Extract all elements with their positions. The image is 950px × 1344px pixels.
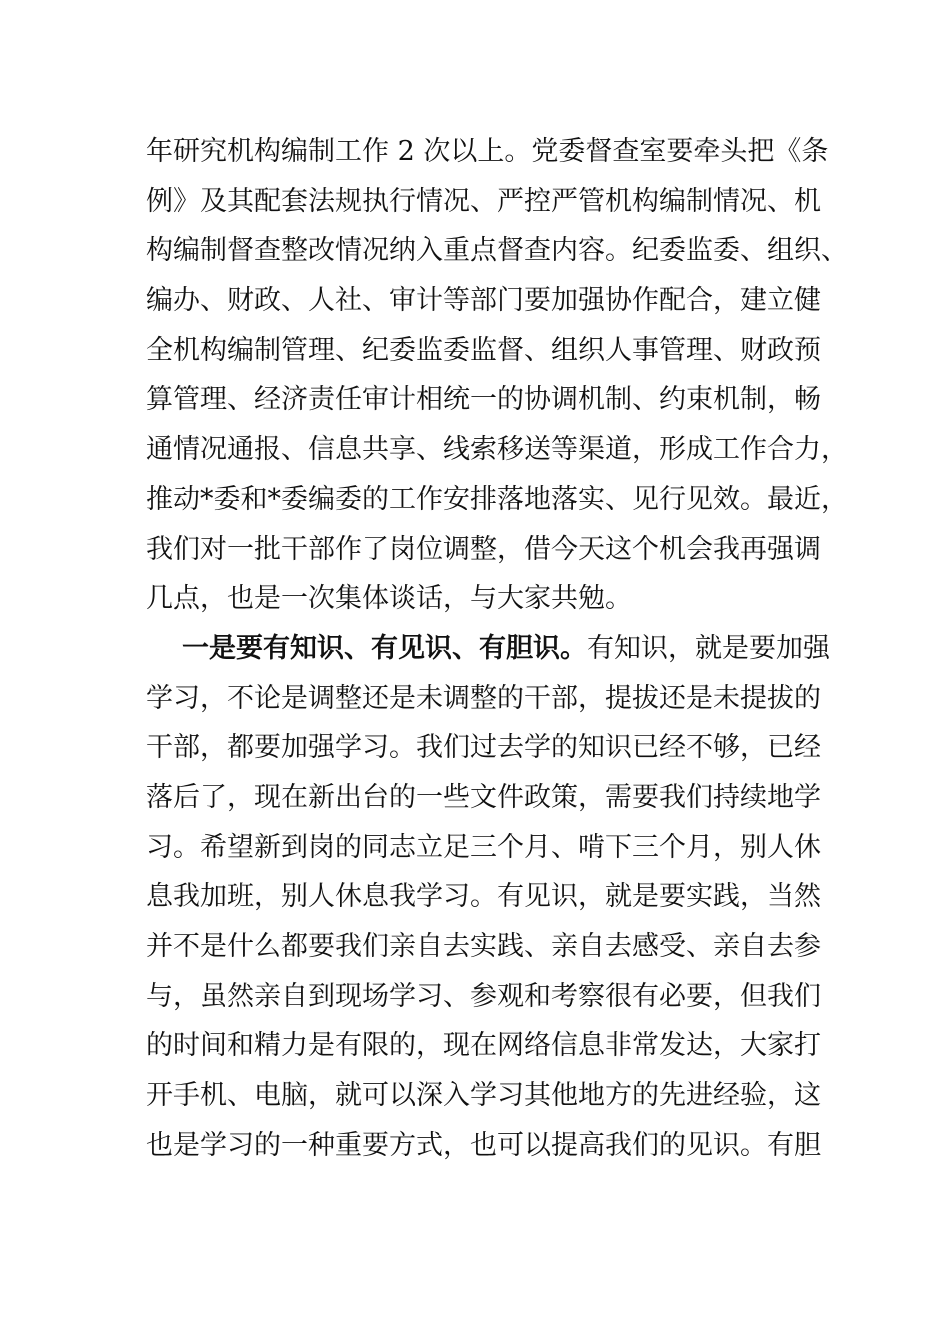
text-line: 并不是什么都要我们亲自去实践、亲自去感受、亲自去参 bbox=[146, 931, 821, 962]
text-line: 干部，都要加强学习。我们过去学的知识已经不够，已经 bbox=[146, 732, 821, 764]
text-line: 学习，不论是调整还是未调整的干部，提拔还是未提拔的 bbox=[146, 682, 821, 714]
paragraph-lead-line bbox=[146, 624, 830, 674]
text-line: 算管理、经济责任审计相统一的协调机制、约束机制，畅 bbox=[146, 384, 821, 416]
text-line: 我们对一批干部作了岗位调整，借今天这个机会我再强调 bbox=[146, 533, 821, 565]
text-line: 几点，也是一次集体谈话，与大家共勉。 bbox=[146, 583, 632, 615]
text-line: 编办、财政、人社、审计等部门要加强协作配合，建立健 bbox=[146, 285, 821, 317]
text-line: 习。希望新到岗的同志立足三个月、啃下三个月，别人休 bbox=[146, 831, 821, 863]
text-line: 推动*委和*委编委的工作安排落地落实、见行见效。最近， bbox=[146, 483, 848, 515]
text-line: 全机构编制管理、纪委监委监督、组织人事管理、财政预 bbox=[146, 334, 821, 366]
text-line: 构编制督查整改情况纳入重点督查内容。纪委监委、组织、 bbox=[146, 235, 848, 267]
text-line: 例》及其配套法规执行情况、严控严管机构编制情况、机 bbox=[146, 185, 821, 217]
text-line: 开手机、电脑，就可以深入学习其他地方的先进经验，这 bbox=[146, 1080, 821, 1112]
text-line: 的时间和精力是有限的，现在网络信息非常发达，大家打 bbox=[146, 1030, 821, 1062]
text-line: 息我加班，别人休息我学习。有见识，就是要实践，当然 bbox=[146, 881, 821, 913]
text-line: 年研究机构编制工作 2 次以上。党委督查室要牵头把《条 bbox=[146, 136, 829, 167]
text-line: 落后了，现在新出台的一些文件政策，需要我们持续地学 bbox=[146, 781, 821, 813]
text-line: 也是学习的一种重要方式，也可以提高我们的见识。有胆 bbox=[146, 1129, 821, 1161]
text-line: 与，虽然亲自到现场学习、参观和考察很有必要，但我们 bbox=[146, 980, 821, 1012]
text-line: 通情况通报、信息共享、线索移送等渠道，形成工作合力， bbox=[146, 434, 848, 466]
paragraph-heading: 一是要有知识、有见识、有胆识。 bbox=[182, 632, 587, 664]
paragraph-lead-rest: 有知识，就是要加强 bbox=[587, 632, 830, 664]
body-text bbox=[146, 127, 848, 1170]
